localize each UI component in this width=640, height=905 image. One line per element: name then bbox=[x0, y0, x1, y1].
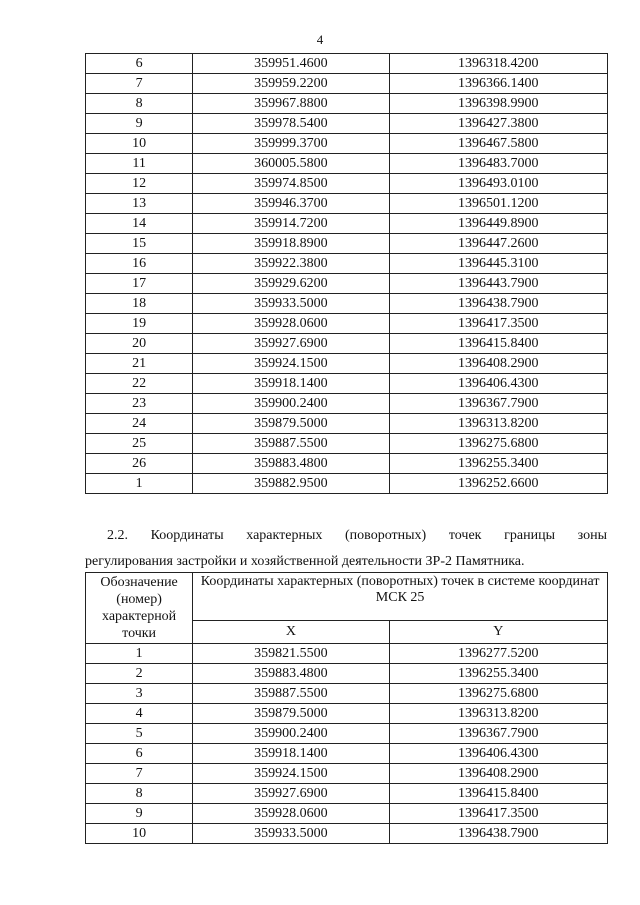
coordinates-table-body bbox=[86, 54, 608, 494]
point-number-cell: 12 bbox=[86, 174, 193, 194]
y-coordinate-cell: 1396252.6600 bbox=[389, 474, 607, 494]
point-number-cell: 9 bbox=[86, 114, 193, 134]
point-number-cell: 23 bbox=[86, 394, 193, 414]
table-row bbox=[86, 74, 608, 94]
x-coordinate-cell: 359951.4600 bbox=[193, 54, 389, 74]
y-coordinate-cell: 1396255.3400 bbox=[389, 454, 607, 474]
point-number-cell: 21 bbox=[86, 354, 193, 374]
x-coordinate-cell: 359927.6900 bbox=[193, 784, 389, 804]
header-point-number: Обозначение (номер) характерной точки bbox=[86, 573, 193, 644]
point-number-cell: 17 bbox=[86, 274, 193, 294]
table-row bbox=[86, 764, 608, 784]
x-coordinate-cell: 359933.5000 bbox=[193, 824, 389, 844]
x-coordinate-cell: 359946.3700 bbox=[193, 194, 389, 214]
table-row bbox=[86, 454, 608, 474]
x-coordinate-cell: 359887.5500 bbox=[193, 684, 389, 704]
x-coordinate-cell: 359879.5000 bbox=[193, 704, 389, 724]
y-coordinate-cell: 1396417.3500 bbox=[389, 314, 607, 334]
table-row bbox=[86, 414, 608, 434]
x-coordinate-cell: 359914.7200 bbox=[193, 214, 389, 234]
table-row bbox=[86, 54, 608, 74]
header-x: X bbox=[193, 621, 389, 644]
point-number-cell: 11 bbox=[86, 154, 193, 174]
table-row bbox=[86, 274, 608, 294]
y-coordinate-cell: 1396449.8900 bbox=[389, 214, 607, 234]
point-number-cell: 15 bbox=[86, 234, 193, 254]
y-coordinate-cell: 1396438.7900 bbox=[389, 294, 607, 314]
table-row bbox=[86, 354, 608, 374]
section-heading-2-2 bbox=[85, 523, 607, 575]
x-coordinate-cell: 359978.5400 bbox=[193, 114, 389, 134]
x-coordinate-cell: 359883.4800 bbox=[193, 454, 389, 474]
y-coordinate-cell: 1396367.7900 bbox=[389, 394, 607, 414]
y-coordinate-cell: 1396438.7900 bbox=[389, 824, 607, 844]
zr2-coordinates-table-body bbox=[86, 644, 608, 844]
y-coordinate-cell: 1396467.5800 bbox=[389, 134, 607, 154]
y-coordinate-cell: 1396408.2900 bbox=[389, 354, 607, 374]
section-heading-line-1: 2.2. Координаты характерных (поворотных) точек границы зоны bbox=[107, 528, 607, 543]
table-row bbox=[86, 474, 608, 494]
point-number-cell: 8 bbox=[86, 94, 193, 114]
x-coordinate-cell: 359924.1500 bbox=[193, 354, 389, 374]
y-coordinate-cell: 1396501.1200 bbox=[389, 194, 607, 214]
point-number-cell: 1 bbox=[86, 644, 193, 664]
table-row bbox=[86, 394, 608, 414]
x-coordinate-cell: 359918.1400 bbox=[193, 374, 389, 394]
table-row bbox=[86, 804, 608, 824]
point-number-cell: 14 bbox=[86, 214, 193, 234]
x-coordinate-cell: 359918.8900 bbox=[193, 234, 389, 254]
table-row bbox=[86, 744, 608, 764]
x-coordinate-cell: 359882.9500 bbox=[193, 474, 389, 494]
header-coordinates-system: Координаты характерных (поворотных) точек в системе координат МСК 25 bbox=[193, 573, 608, 621]
point-number-cell: 9 bbox=[86, 804, 193, 824]
table-row bbox=[86, 294, 608, 314]
point-number-cell: 19 bbox=[86, 314, 193, 334]
y-coordinate-cell: 1396275.6800 bbox=[389, 434, 607, 454]
y-coordinate-cell: 1396406.4300 bbox=[389, 374, 607, 394]
x-coordinate-cell: 359928.0600 bbox=[193, 804, 389, 824]
x-coordinate-cell: 359821.5500 bbox=[193, 644, 389, 664]
x-coordinate-cell: 359929.6200 bbox=[193, 274, 389, 294]
point-number-cell: 25 bbox=[86, 434, 193, 454]
table-row bbox=[86, 114, 608, 134]
table-row bbox=[86, 784, 608, 804]
y-coordinate-cell: 1396398.9900 bbox=[389, 94, 607, 114]
header-y: Y bbox=[389, 621, 607, 644]
point-number-cell: 16 bbox=[86, 254, 193, 274]
x-coordinate-cell: 359887.5500 bbox=[193, 434, 389, 454]
y-coordinate-cell: 1396483.7000 bbox=[389, 154, 607, 174]
point-number-cell: 18 bbox=[86, 294, 193, 314]
point-number-cell: 6 bbox=[86, 54, 193, 74]
x-coordinate-cell: 359928.0600 bbox=[193, 314, 389, 334]
table-row bbox=[86, 824, 608, 844]
x-coordinate-cell: 359918.1400 bbox=[193, 744, 389, 764]
point-number-cell: 10 bbox=[86, 134, 193, 154]
point-number-cell: 8 bbox=[86, 784, 193, 804]
table-row bbox=[86, 134, 608, 154]
y-coordinate-cell: 1396367.7900 bbox=[389, 724, 607, 744]
x-coordinate-cell: 359879.5000 bbox=[193, 414, 389, 434]
point-number-cell: 20 bbox=[86, 334, 193, 354]
x-coordinate-cell: 359959.2200 bbox=[193, 74, 389, 94]
y-coordinate-cell: 1396275.6800 bbox=[389, 684, 607, 704]
y-coordinate-cell: 1396313.8200 bbox=[389, 704, 607, 724]
x-coordinate-cell: 359933.5000 bbox=[193, 294, 389, 314]
x-coordinate-cell: 359900.2400 bbox=[193, 724, 389, 744]
coordinates-table-continued bbox=[85, 53, 608, 494]
point-number-cell: 1 bbox=[86, 474, 193, 494]
y-coordinate-cell: 1396415.8400 bbox=[389, 334, 607, 354]
y-coordinate-cell: 1396408.2900 bbox=[389, 764, 607, 784]
x-coordinate-cell: 359883.4800 bbox=[193, 664, 389, 684]
table-row bbox=[86, 234, 608, 254]
page-number: 4 bbox=[316, 32, 324, 47]
table-row bbox=[86, 94, 608, 114]
point-number-cell: 22 bbox=[86, 374, 193, 394]
point-number-cell: 4 bbox=[86, 704, 193, 724]
table-row bbox=[86, 194, 608, 214]
point-number-cell: 7 bbox=[86, 764, 193, 784]
x-coordinate-cell: 359999.3700 bbox=[193, 134, 389, 154]
point-number-cell: 5 bbox=[86, 724, 193, 744]
y-coordinate-cell: 1396427.3800 bbox=[389, 114, 607, 134]
y-coordinate-cell: 1396493.0100 bbox=[389, 174, 607, 194]
x-coordinate-cell: 359967.8800 bbox=[193, 94, 389, 114]
y-coordinate-cell: 1396318.4200 bbox=[389, 54, 607, 74]
point-number-cell: 7 bbox=[86, 74, 193, 94]
y-coordinate-cell: 1396255.3400 bbox=[389, 664, 607, 684]
point-number-cell: 6 bbox=[86, 744, 193, 764]
table-row bbox=[86, 684, 608, 704]
y-coordinate-cell: 1396443.7900 bbox=[389, 274, 607, 294]
x-coordinate-cell: 359924.1500 bbox=[193, 764, 389, 784]
table-row bbox=[86, 644, 608, 664]
zr2-coordinates-table bbox=[85, 572, 608, 844]
y-coordinate-cell: 1396417.3500 bbox=[389, 804, 607, 824]
x-coordinate-cell: 359922.3800 bbox=[193, 254, 389, 274]
point-number-cell: 2 bbox=[86, 664, 193, 684]
x-coordinate-cell: 359927.6900 bbox=[193, 334, 389, 354]
table-row bbox=[86, 334, 608, 354]
point-number-cell: 26 bbox=[86, 454, 193, 474]
point-number-cell: 3 bbox=[86, 684, 193, 704]
table-row bbox=[86, 314, 608, 334]
x-coordinate-cell: 359900.2400 bbox=[193, 394, 389, 414]
table-row bbox=[86, 374, 608, 394]
table-row bbox=[86, 154, 608, 174]
y-coordinate-cell: 1396406.4300 bbox=[389, 744, 607, 764]
y-coordinate-cell: 1396447.2600 bbox=[389, 234, 607, 254]
y-coordinate-cell: 1396415.8400 bbox=[389, 784, 607, 804]
point-number-cell: 10 bbox=[86, 824, 193, 844]
table-row bbox=[86, 254, 608, 274]
y-coordinate-cell: 1396366.1400 bbox=[389, 74, 607, 94]
point-number-cell: 24 bbox=[86, 414, 193, 434]
table-row bbox=[86, 724, 608, 744]
table-row bbox=[86, 214, 608, 234]
table-row bbox=[86, 434, 608, 454]
x-coordinate-cell: 359974.8500 bbox=[193, 174, 389, 194]
x-coordinate-cell: 360005.5800 bbox=[193, 154, 389, 174]
point-number-cell: 13 bbox=[86, 194, 193, 214]
table-row bbox=[86, 704, 608, 724]
y-coordinate-cell: 1396313.8200 bbox=[389, 414, 607, 434]
section-heading-line-2: регулирования застройки и хозяйственной деятельности ЗР-2 Памятника. bbox=[85, 554, 525, 569]
y-coordinate-cell: 1396445.3100 bbox=[389, 254, 607, 274]
y-coordinate-cell: 1396277.5200 bbox=[389, 644, 607, 664]
table-row bbox=[86, 664, 608, 684]
table-row bbox=[86, 174, 608, 194]
table-header-row bbox=[86, 573, 608, 621]
